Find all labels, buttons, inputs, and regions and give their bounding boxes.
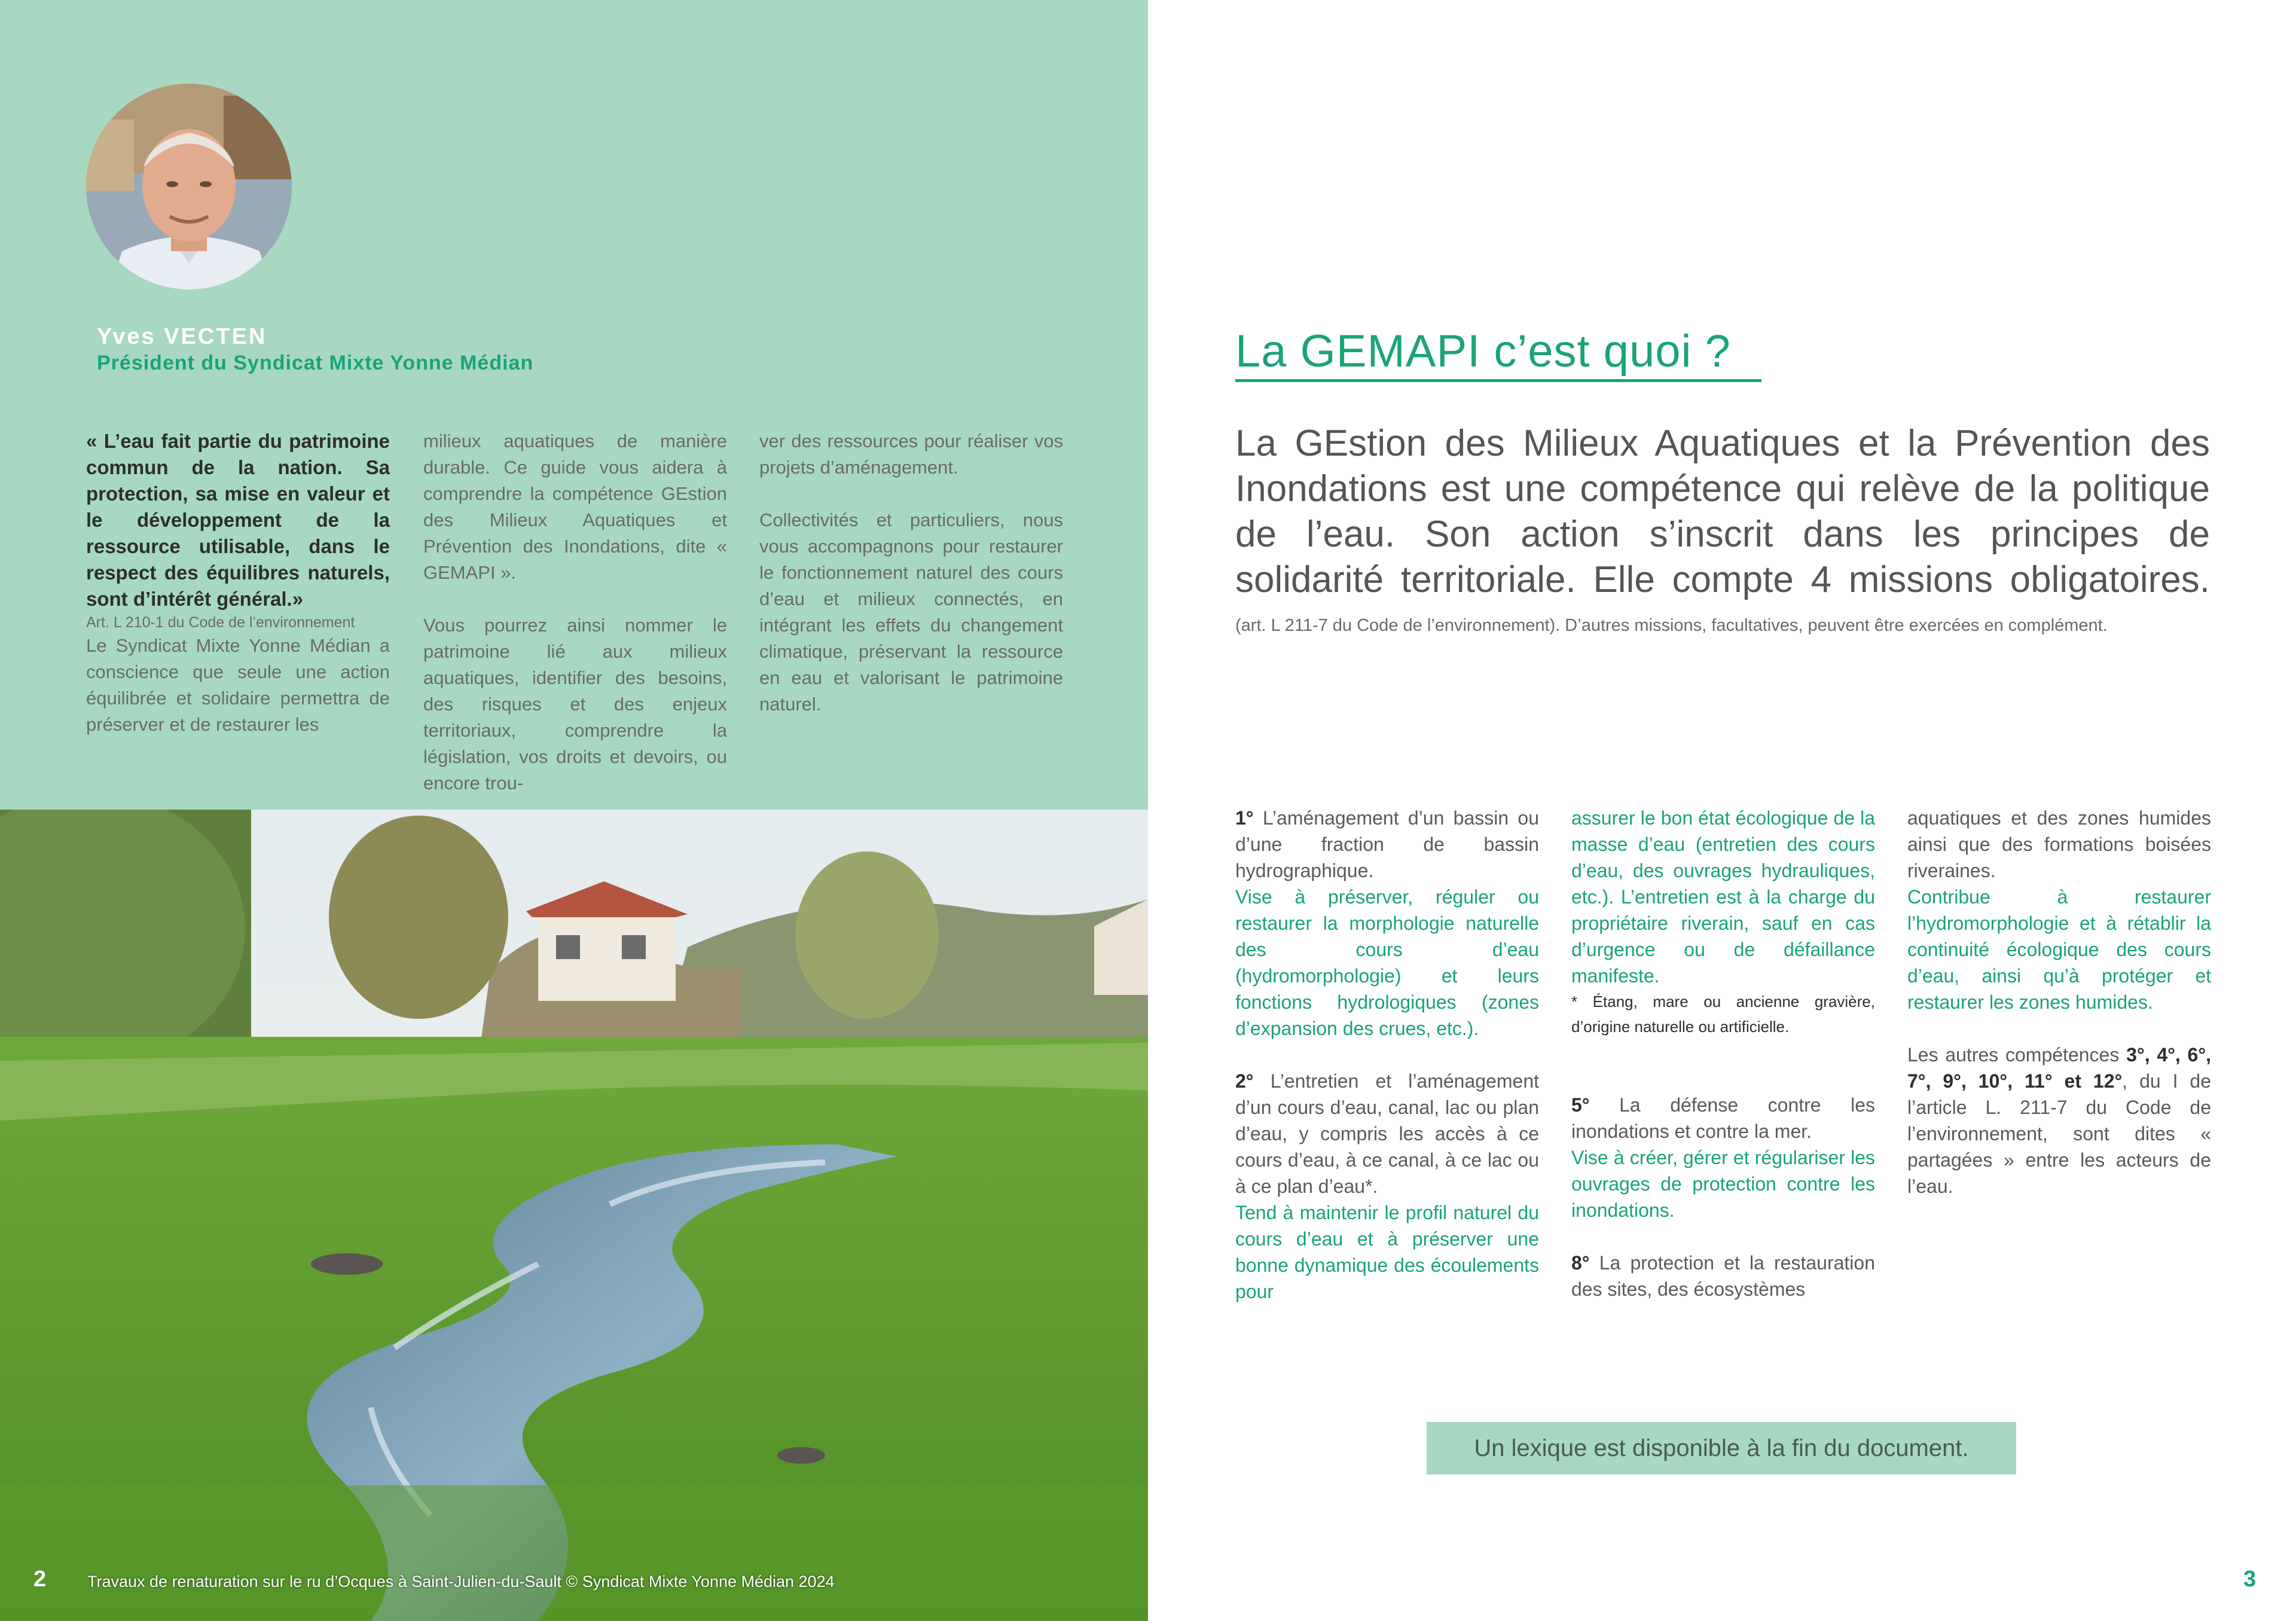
mission-text: L’aménagement d’un bassin ou d’une fraction de bassin hydrographique. xyxy=(1235,807,1540,881)
quote-source: Art. L 210-1 du Code de l’environnement xyxy=(86,614,355,631)
mission-1 xyxy=(1235,805,1539,884)
mission-number: 2° xyxy=(1235,1070,1254,1092)
mission-2 xyxy=(1235,1068,1539,1199)
mission-goal: Tend à maintenir le profil naturel du cours d’eau et à préserver une bonne dynamique des écoulements pour xyxy=(1235,1202,1539,1302)
other-competences-items: 3°, 4°, 6°, 7°, 9°, 10°, 11° et 12° xyxy=(1907,1044,2212,1092)
page-number-right: 3 xyxy=(2243,1567,2257,1592)
lexicon-callout xyxy=(1427,1422,2016,1475)
mission-footnote: * Étang, mare ou ancienne gravière, d’origine naturelle ou artificielle. xyxy=(1571,993,1875,1036)
mission-number: 8° xyxy=(1571,1252,1590,1274)
intro-paragraph: milieux aquatiques de manière durable. Ce guide vous aidera à comprendre la compétence GEstion des Milieux Aquatiques et Prévention des Inondations, dite « GEMAPI ». xyxy=(423,431,727,583)
mission-5 xyxy=(1571,1092,1875,1144)
mission-goal: Vise à créer, gérer et régulariser les ouvrages de protection contre les inondations. xyxy=(1571,1147,1875,1221)
mission-8 xyxy=(1571,1250,1875,1302)
intro-paragraph: ver des ressources pour réaliser vos projets d’aménagement. xyxy=(759,431,1063,478)
page-number-left: 2 xyxy=(33,1567,47,1592)
right-page xyxy=(1148,0,2296,1621)
intro-column-1 xyxy=(86,428,390,738)
mission-goal: Contribue à restaurer l’hydromorphologie et à rétablir la continuité écologique des cours d’eau, ainsi qu’à protéger et restaurer les zones humides. xyxy=(1907,886,2211,1013)
missions-column-2 xyxy=(1571,805,1875,1302)
title-underline xyxy=(1235,379,1761,382)
other-competences-prefix: Les autres compétences xyxy=(1907,1044,2120,1066)
mission-goal-continued: assurer le bon état écologique de la masse d’eau (entretien des cours d’eau, des ouvrages hydrauliques, etc.). L’entretien est à la charge du propriétaire riverain, sauf en cas d’urgence ou de défaillance manifeste. xyxy=(1571,807,1875,987)
intro-column-2 xyxy=(423,428,727,796)
other-competences-suffix: , du I de l’article L. 211-7 du Code de l’environnement, sont dites « partagées » entre les acteurs de l’eau. xyxy=(1907,1070,2212,1197)
mission-text: La défense contre les inondations et contre la mer. xyxy=(1571,1094,1876,1142)
lead-note: (art. L 211-7 du Code de l’environnement). D’autres missions, facultatives, peuvent être exercées en complément. xyxy=(1235,616,2108,635)
missions-column-3 xyxy=(1907,805,2211,1199)
missions-column-1 xyxy=(1235,805,1539,1305)
editorial-quote: « L’eau fait partie du patrimoine commun de la nation. Sa protection, sa mise en valeur et le développement de la ressource utilisable, dans le respect des équilibres naturels, sont d’intérêt général.» xyxy=(86,430,390,610)
other-competences xyxy=(1907,1042,2211,1199)
mission-text-continued: aquatiques et des zones humides ainsi que des formations boisées riveraines. xyxy=(1907,807,2211,881)
intro-column-3 xyxy=(759,428,1063,718)
lead-paragraph: La GEstion des Milieux Aquatiques et la Prévention des Inondations est une compétence qui relève de la politique de l’eau. Son action s’inscrit dans les principes de solidarité territoriale. Elle compte 4 missions obligatoires. xyxy=(1235,423,2210,600)
author-role: Président du Syndicat Mixte Yonne Médian xyxy=(97,352,534,374)
mission-text: L’entretien et l’aménagement d’un cours d’eau, canal, lac ou plan d’eau, y compris les accès à ce cours d’eau, à ce canal, à ce lac ou à ce plan d’eau*. xyxy=(1235,1070,1540,1197)
page-title: La GEMAPI c’est quoi ? xyxy=(1235,326,1731,377)
mission-number: 5° xyxy=(1571,1094,1590,1116)
author-portrait xyxy=(86,84,292,289)
intro-paragraph: Collectivités et particuliers, nous vous accompagnons pour restaurer le fonctionnement naturel des cours d’eau et milieux connectés, en intégrant les effets du changement climatique, préservant la ressource en eau et valorisant le patrimoine naturel. xyxy=(759,509,1063,715)
intro-paragraph: Vous pourrez ainsi nommer le patrimoine lié aux milieux aquatiques, identifier des besoins, des risques et des enjeux territoriaux, comprendre la législation, vos droits et devoirs, ou encore trou- xyxy=(423,615,727,793)
author-name: Yves VECTEN xyxy=(97,324,267,349)
mission-text: La protection et la restauration des sites, des écosystèmes xyxy=(1571,1252,1875,1300)
photo-caption: Travaux de renaturation sur le ru d’Ocques à Saint-Julien-du-Sault © Syndicat Mixte Yonne Médian 2024 xyxy=(87,1573,835,1591)
mission-goal: Vise à préserver, réguler ou restaurer la morphologie naturelle des cours d’eau (hydromorphologie) et leurs fonctions hydrologiques (zones d’expansion des crues, etc.). xyxy=(1235,886,1539,1039)
river-photo xyxy=(0,810,1148,1621)
lexicon-note: Un lexique est disponible à la fin du document. xyxy=(1474,1435,1969,1461)
mission-number: 1° xyxy=(1235,807,1254,829)
intro-paragraph: Le Syndicat Mixte Yonne Médian a conscience que seule une action équilibrée et solidaire permettra de préserver et de restaurer les xyxy=(86,635,390,735)
